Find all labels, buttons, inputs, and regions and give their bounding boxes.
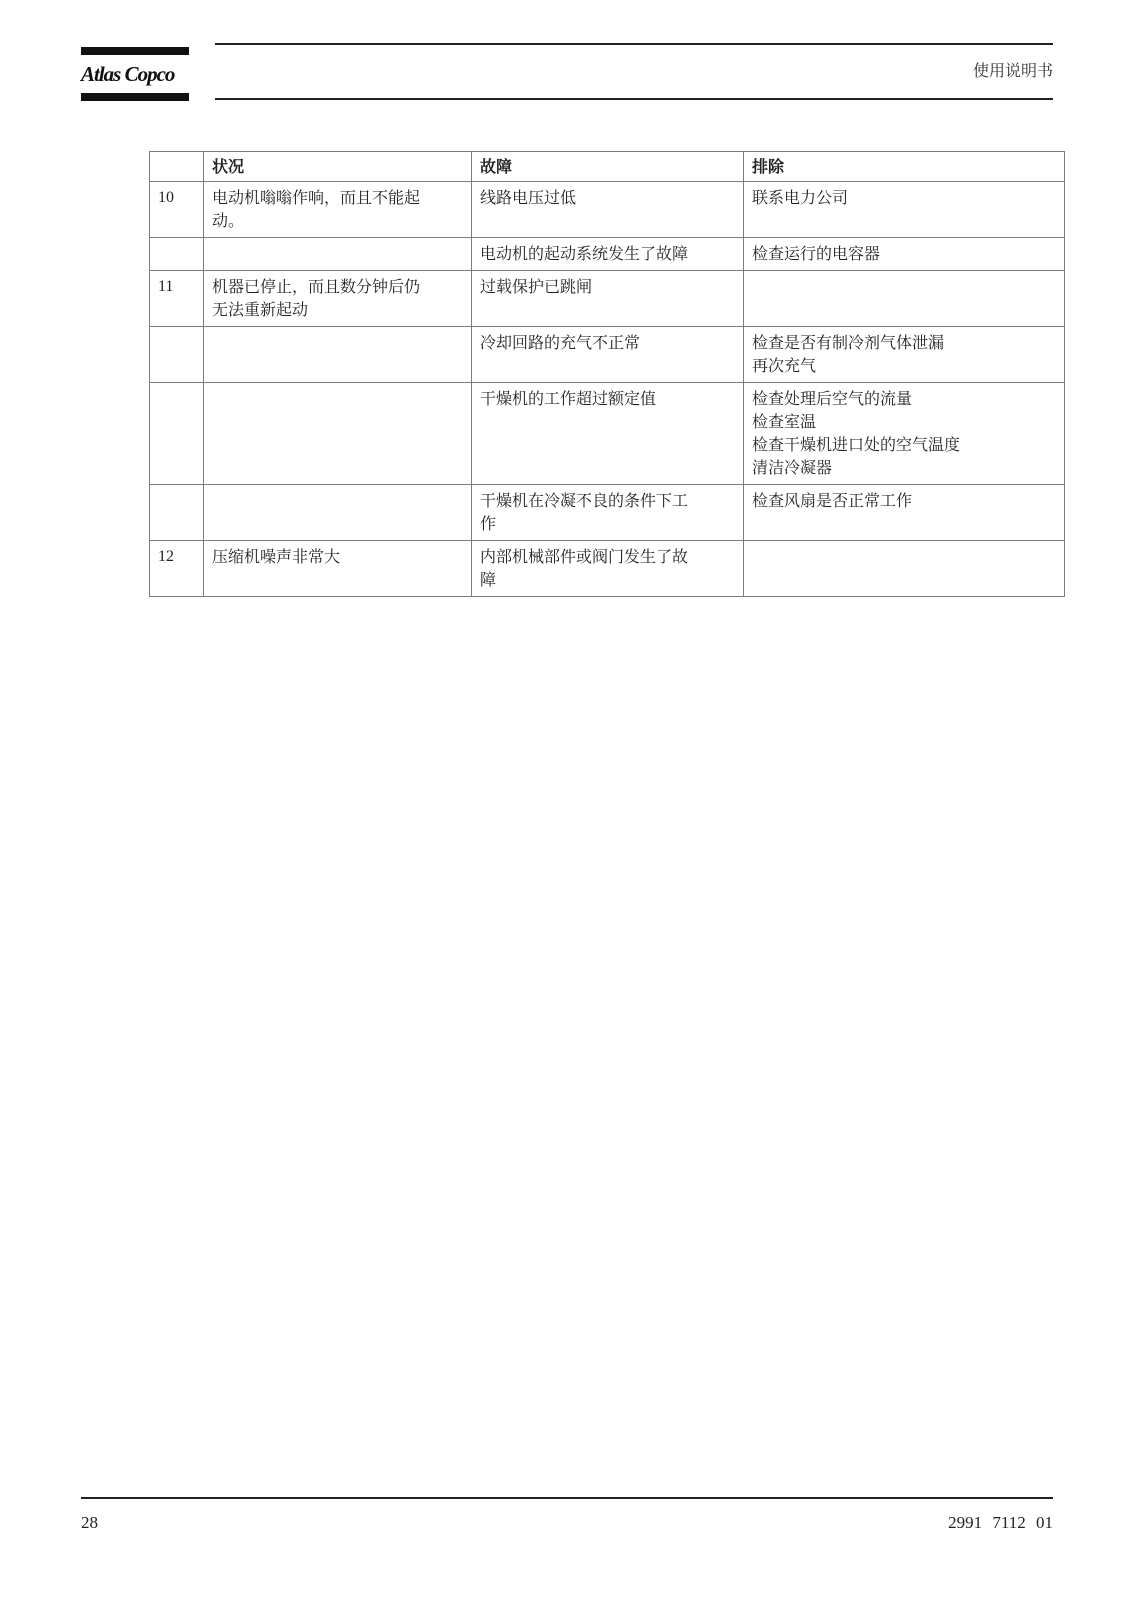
condition-cell xyxy=(204,271,472,327)
fault-text: 干燥机在冷凝不良的条件下工 xyxy=(480,491,689,510)
remedy-text: 检查风扇是否正常工作 xyxy=(752,491,913,510)
condition-cell xyxy=(204,485,472,541)
condition-cell xyxy=(204,541,472,597)
table-body xyxy=(150,182,1065,597)
fault-cell xyxy=(472,182,744,238)
table-row xyxy=(150,541,1065,597)
remedy-text: 检查干燥机进口处的空气温度 xyxy=(752,435,961,454)
header-top-rule xyxy=(215,43,1053,45)
header-bottom-rule xyxy=(215,98,1053,100)
fault-text: 过载保护已跳闸 xyxy=(480,277,593,296)
column-header-condition: 状况 xyxy=(204,152,472,182)
condition-cell xyxy=(204,238,472,271)
fault-text: 作 xyxy=(480,514,497,533)
fault-text: 障 xyxy=(480,570,497,589)
condition-cell xyxy=(204,383,472,485)
condition-text: 无法重新起动 xyxy=(212,300,309,319)
row-number xyxy=(150,327,204,383)
fault-text: 线路电压过低 xyxy=(480,188,577,207)
condition-text: 电动机嗡嗡作响，而且不能起 xyxy=(212,188,421,207)
table-row xyxy=(150,271,1065,327)
remedy-cell xyxy=(744,327,1065,383)
table-row xyxy=(150,238,1065,271)
remedy-cell xyxy=(744,383,1065,485)
table-row xyxy=(150,182,1065,238)
table-row xyxy=(150,327,1065,383)
remedy-cell xyxy=(744,485,1065,541)
row-number: 11 xyxy=(150,271,204,327)
fault-cell xyxy=(472,485,744,541)
condition-text: 机器已停止，而且数分钟后仍 xyxy=(212,277,421,296)
troubleshooting-table xyxy=(149,151,1065,597)
row-number xyxy=(150,485,204,541)
fault-cell xyxy=(472,271,744,327)
table-row xyxy=(150,383,1065,485)
document-number: 2991 7112 01 xyxy=(948,1513,1053,1532)
row-number xyxy=(150,383,204,485)
fault-text: 干燥机的工作超过额定值 xyxy=(480,389,657,408)
fault-cell xyxy=(472,383,744,485)
table-row xyxy=(150,485,1065,541)
fault-text: 内部机械部件或阀门发生了故 xyxy=(480,547,689,566)
column-header-remedy: 排除 xyxy=(744,152,1065,182)
row-number xyxy=(150,238,204,271)
column-header-fault: 故障 xyxy=(472,152,744,182)
remedy-text: 检查运行的电容器 xyxy=(752,244,881,263)
fault-cell xyxy=(472,238,744,271)
fault-text: 电动机的起动系统发生了故障 xyxy=(480,244,689,263)
column-header-number xyxy=(150,152,204,182)
remedy-cell xyxy=(744,541,1065,597)
logo-bottom-bar xyxy=(81,93,189,101)
fault-cell xyxy=(472,327,744,383)
remedy-text: 检查是否有制冷剂气体泄漏 xyxy=(752,333,945,352)
remedy-text: 联系电力公司 xyxy=(752,188,849,207)
fault-cell xyxy=(472,541,744,597)
logo-wordmark: Atlas Copco xyxy=(81,62,175,86)
table-header-row xyxy=(150,152,1065,182)
document-type: 使用说明书 xyxy=(972,61,1053,80)
remedy-cell xyxy=(744,182,1065,238)
condition-cell xyxy=(204,327,472,383)
atlas-copco-logo xyxy=(81,47,189,101)
remedy-text: 检查室温 xyxy=(752,412,817,431)
condition-cell xyxy=(204,182,472,238)
page-number: 28 xyxy=(81,1513,98,1532)
condition-text: 压缩机噪声非常大 xyxy=(212,547,341,566)
fault-text: 冷却回路的充气不正常 xyxy=(480,333,641,352)
footer-rule xyxy=(81,1497,1053,1499)
remedy-text: 再次充气 xyxy=(752,356,817,375)
remedy-text: 检查处理后空气的流量 xyxy=(752,389,913,408)
remedy-text: 清洁冷凝器 xyxy=(752,458,833,477)
remedy-cell xyxy=(744,238,1065,271)
logo-top-bar xyxy=(81,47,189,55)
remedy-cell xyxy=(744,271,1065,327)
row-number: 12 xyxy=(150,541,204,597)
row-number: 10 xyxy=(150,182,204,238)
condition-text: 动。 xyxy=(212,211,245,230)
